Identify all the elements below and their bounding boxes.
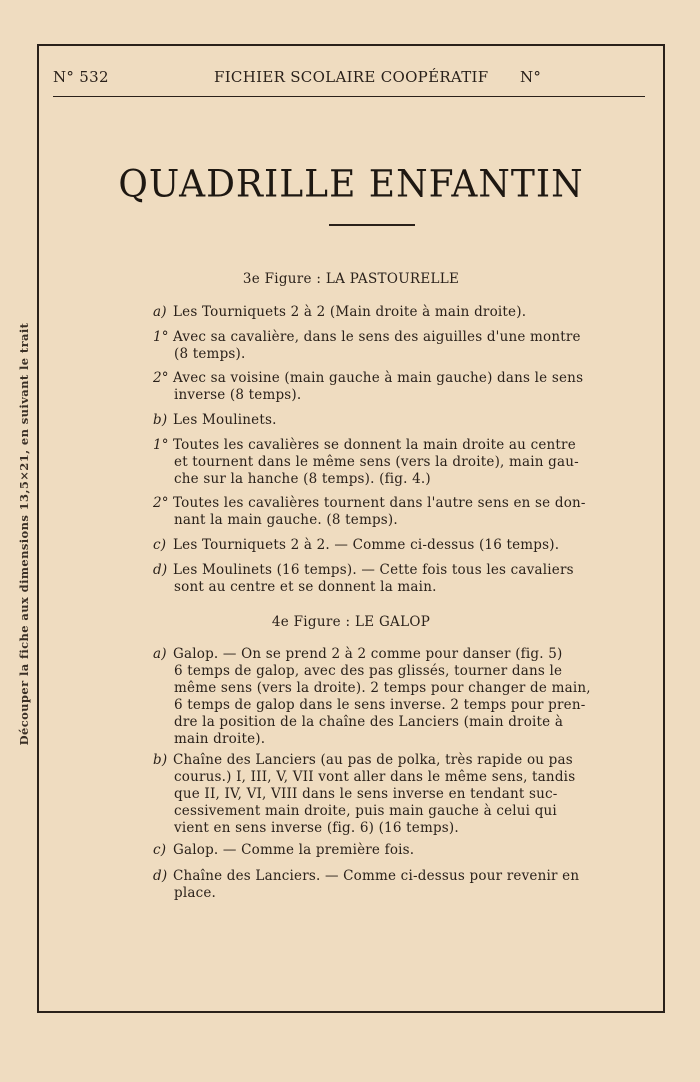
card-number: N° 532 — [53, 68, 109, 86]
item-text: main droite). — [174, 731, 266, 747]
item-text: sont au centre et se donnent la main. — [174, 579, 437, 595]
figure4-heading: 4e Figure : LE GALOP — [271, 614, 431, 630]
cut-instruction: Découper la fiche aux dimensions 13,5×21, en suivant le trait — [17, 322, 31, 746]
item-text: Chaîne des Lanciers. — Comme ci-dessus pour revenir en — [173, 868, 580, 884]
item-text: (8 temps). — [174, 346, 246, 362]
page-title: QUADRILLE ENFANTIN — [118, 162, 584, 207]
item-text: Toutes les cavalières tournent dans l'autre sens en se don- — [173, 495, 586, 511]
item-text: Avec sa cavalière, dans le sens des aiguilles d'une montre — [173, 329, 581, 345]
item-text: inverse (8 temps). — [174, 387, 302, 403]
figure3-item — [153, 495, 609, 529]
item-marker: a) — [153, 646, 167, 662]
card-header — [53, 60, 645, 97]
item-text: et tournent dans le même sens (vers la droite), main gau- — [174, 454, 579, 470]
item-text: vient en sens inverse (fig. 6) (16 temps). — [174, 820, 459, 836]
item-text: che sur la hanche (8 temps). (fig. 4.) — [174, 471, 431, 487]
item-text: Avec sa voisine (main gauche à main gauche) dans le sens — [173, 370, 584, 386]
item-text: 6 temps de galop, avec des pas glissés, tourner dans le — [174, 663, 563, 679]
item-text: même sens (vers la droite). 2 temps pour changer de main, — [174, 680, 591, 696]
item-text: Chaîne des Lanciers (au pas de polka, très rapide ou pas — [173, 752, 573, 768]
figure4-item — [153, 868, 609, 902]
figure4-item — [153, 842, 609, 859]
item-text: Toutes les cavalières se donnent la main droite au centre — [173, 437, 576, 453]
item-text: place. — [174, 885, 217, 901]
item-text: Les Tourniquets 2 à 2 (Main droite à main droite). — [173, 304, 527, 320]
figure3-item — [153, 304, 609, 321]
item-text: que II, IV, VI, VIII dans le sens inverse en tendant suc- — [174, 786, 558, 802]
item-marker: c) — [153, 537, 167, 553]
item-text: 6 temps de galop dans le sens inverse. 2 temps pour pren- — [174, 697, 586, 713]
item-text: Les Moulinets (16 temps). — Cette fois tous les cavaliers — [173, 562, 574, 578]
item-marker: 2° — [153, 495, 169, 511]
item-text: Galop. — On se prend 2 à 2 comme pour danser (fig. 5) — [173, 646, 563, 662]
figure3-heading: 3e Figure : LA PASTOURELLE — [242, 271, 460, 287]
item-text: nant la main gauche. (8 temps). — [174, 512, 398, 528]
item-marker: b) — [153, 412, 168, 428]
item-text: Les Moulinets. — [173, 412, 277, 428]
figure3-item — [153, 562, 609, 596]
item-marker: 1° — [153, 437, 169, 453]
item-text: Les Tourniquets 2 à 2. — Comme ci-dessus (16 temps). — [173, 537, 560, 553]
figure3-item — [153, 437, 609, 488]
item-text: courus.) I, III, V, VII vont aller dans le même sens, tandis — [174, 769, 576, 785]
index-card-frame — [37, 44, 665, 1013]
figure3-item — [153, 370, 609, 404]
figure4-item — [153, 752, 609, 837]
item-marker: b) — [153, 752, 168, 768]
title-divider — [329, 224, 415, 226]
item-text: cessivement main droite, puis main gauche à celui qui — [174, 803, 557, 819]
item-marker: d) — [153, 562, 168, 578]
figure3-item — [153, 412, 609, 429]
item-text: Galop. — Comme la première fois. — [173, 842, 415, 858]
collection-title: FICHIER SCOLAIRE COOPÉRATIF — [214, 68, 489, 86]
item-marker: 2° — [153, 370, 169, 386]
figure3-item — [153, 537, 609, 554]
number-label: N° — [520, 68, 542, 86]
item-marker: d) — [153, 868, 168, 884]
item-marker: 1° — [153, 329, 169, 345]
figure4-item — [153, 646, 609, 748]
figure3-item — [153, 329, 609, 363]
item-marker: c) — [153, 842, 167, 858]
item-text: dre la position de la chaîne des Lanciers (main droite à — [174, 714, 564, 730]
item-marker: a) — [153, 304, 167, 320]
